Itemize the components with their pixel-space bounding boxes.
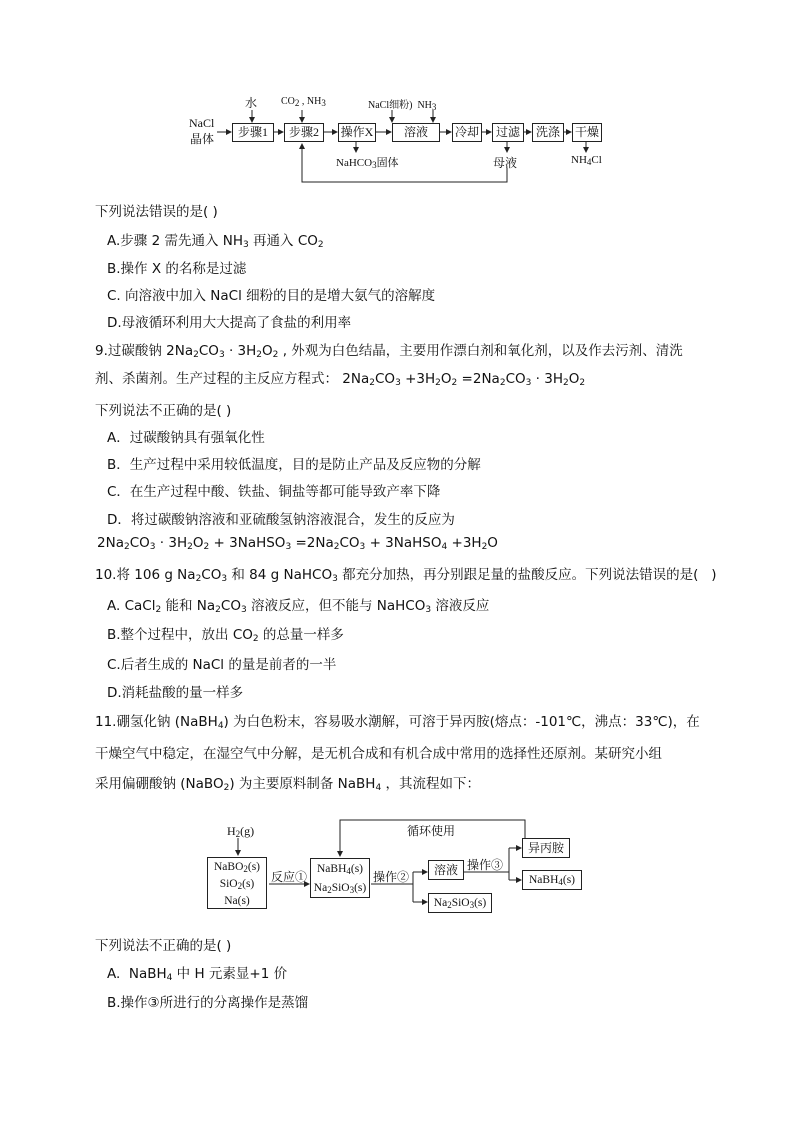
q8-option-a: A.步骤 2 需先通入 $NH_3$ 再通入 $CO_2$ — [107, 233, 324, 250]
nacl-label: NaCl — [189, 116, 215, 130]
q9-line-2: 剂、杀菌剂。生产过程的主反应方程式： $2Na_2CO_3 +3H_2O_2 =2Na_2CO_3 \cdot 3H_2O_2$ — [95, 371, 586, 388]
crystal-label: 晶体 — [190, 132, 215, 146]
recycle-label: 循环使用 — [407, 824, 456, 838]
nacl-fine-label: NaCl细粉) $NH_3$ — [368, 100, 437, 112]
q11-option-a: A. NaBH$_4$ 中 H 元素显+1 价 — [107, 966, 288, 983]
q10-option-b: B.整个过程中，放出 $CO_2$ 的总量一样多 — [107, 627, 344, 644]
h2-label: $H_2(g)$ — [227, 824, 255, 839]
q10-option-d: D.消耗盐酸的量一样多 — [107, 685, 244, 701]
q11-stem: 下列说法不正确的是( ) — [95, 938, 232, 954]
water-label: 水 — [245, 96, 258, 110]
step1-box: 步骤1 — [232, 123, 274, 142]
feed-na: Na(s) — [224, 895, 250, 907]
feed-box — [207, 857, 267, 909]
q10-option-a: A. CaCl$_2$ 能和 $Na_2CO_3$ 溶液反应，但不能与 NaHCO$_3$ 溶液反应 — [107, 598, 490, 615]
q8-option-c: C. 向溶液中加入 NaCl 细粉的目的是增大氨气的溶解度 — [107, 288, 436, 304]
reaction-label: 反应① — [271, 870, 308, 884]
q11-line-1: 11.硼氢化钠 (NaBH$_4$) 为白色粉末，容易吸水潮解，可溶于异丙胺(熔点：-101℃，沸点：33℃)，在 — [95, 714, 700, 731]
q9-option-c: C．在生产过程中酸、铁盐、铜盐等都可能导致产率下降 — [107, 484, 441, 500]
operation-3-label: 操作③ — [467, 858, 504, 872]
q9-equation: $2Na_2CO_3 \cdot 3H_2O_2$ + 3NaHSO$_3$ $=2Na_2CO_3$ + 3NaHSO$_4$ $+3H_2O$ — [97, 535, 498, 552]
q10-line-1: 10.将 106 g $Na_2CO_3$ 和 84 g NaHCO$_3$ 都充分加热，再分别跟足量的盐酸反应。下列说法错误的是( ) — [95, 567, 717, 584]
q8-option-b: B.操作 X 的名称是过滤 — [107, 261, 247, 277]
feed-nabo2: NaBO$_2$(s) — [213, 861, 261, 874]
mother-liquor-label: 母液 — [493, 156, 518, 170]
co2-nh3-label: $CO_2$ , $NH_3$ — [281, 96, 326, 108]
q8-stem: 下列说法错误的是( ) — [95, 204, 218, 220]
flowchart-1 — [185, 92, 615, 187]
filter-box: 过滤 — [492, 123, 524, 142]
q11-option-b: B.操作③所进行的分离操作是蒸馏 — [107, 995, 309, 1011]
operation-x-box: 操作X — [338, 123, 376, 142]
q8-option-d: D.母液循环利用大大提高了食盐的利用率 — [107, 315, 352, 331]
operation-2-label: 操作② — [373, 870, 410, 884]
product-box — [310, 858, 370, 898]
solution-box: 溶液 — [392, 123, 440, 142]
product-nabh4: NaBH$_4$(s) — [316, 863, 364, 876]
step2-box: 步骤2 — [284, 123, 324, 142]
q9-line-1: 9.过碳酸钠 $2Na_2CO_3 \cdot 3H_2O_2$ , 外观为白色结晶，主要用作漂白剂和氧化剂，以及作去污剂、清洗 — [95, 343, 683, 360]
dry-box: 干燥 — [572, 123, 602, 142]
q11-line-3: 采用偏硼酸钠 (NaBO$_2$) 为主要原料制备 NaBH$_4$ ，其流程如下： — [95, 776, 480, 793]
product-na2sio3: $Na_2SiO_3(s)$ — [313, 882, 367, 895]
cool-box: 冷却 — [452, 123, 482, 142]
wash-box: 洗涤 — [532, 123, 564, 142]
q11-line-2: 干燥空气中稳定，在湿空气中分解，是无机合成和有机合成中常用的选择性还原剂。某研究小组 — [95, 746, 662, 762]
q9-option-d: D．将过碳酸钠溶液和亚硫酸氢钠溶液混合，发生的反应为 — [107, 512, 455, 528]
nh4cl-label: $NH_4Cl$ — [571, 154, 602, 167]
q9-stem: 下列说法不正确的是( ) — [95, 403, 232, 419]
solvent-box: 异丙胺 — [522, 838, 570, 858]
feed-sio2: SiO$_2$(s) — [219, 878, 255, 891]
nabh4-box: NaBH$_4$(s) — [522, 870, 582, 890]
na2sio3-box: $Na_2SiO_3(s)$ — [428, 893, 492, 913]
solution-box-2: 溶液 — [428, 860, 464, 880]
q10-option-c: C.后者生成的 NaCl 的量是前者的一半 — [107, 657, 337, 673]
flowchart-2 — [205, 812, 595, 922]
nahco3-label: NaHCO$_3$固体 — [336, 157, 399, 170]
q9-option-b: B．生产过程中采用较低温度，目的是防止产品及反应物的分解 — [107, 457, 481, 473]
q9-option-a: A．过碳酸钠具有强氧化性 — [107, 430, 265, 446]
